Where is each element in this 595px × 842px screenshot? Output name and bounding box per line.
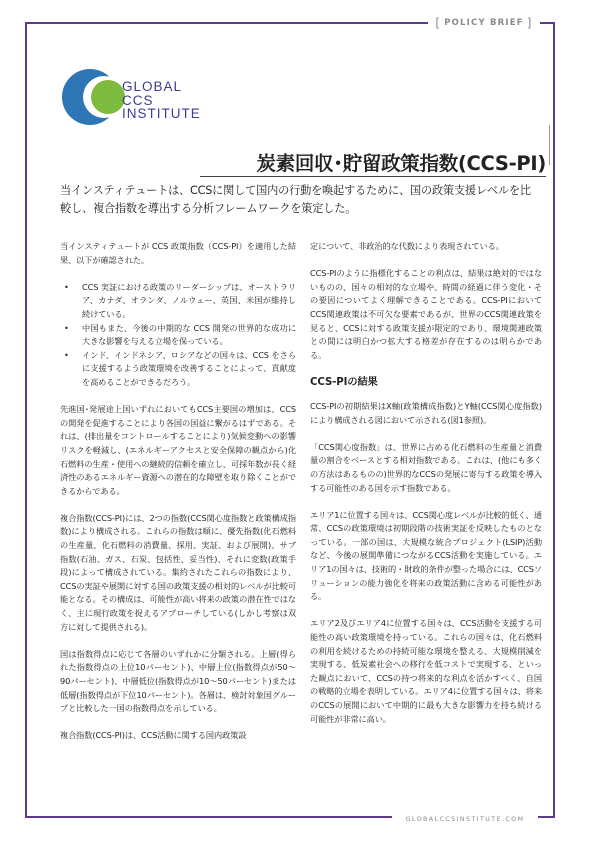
findings-list [60, 281, 296, 390]
list-item [64, 349, 296, 390]
margin-mark [549, 125, 550, 165]
right-paragraph-3: CCS-PIの初期結果はX軸(政策構成指数)とY軸(CCS関心度指数)により構成される図において示される(図1参照)。 [310, 400, 542, 425]
policy-brief-label: POLICY BRIEF [444, 18, 524, 28]
right-paragraph-5: エリア1に位置する国々は、CCS関心度レベルが比較的低く、通常、CCSの政策環境は初期段階の技術実証を反映したものとなっている。一部の国は、大規模な統合プロジェクト(LSIP)活動など、今後の展開準備につながるCCS活動を実施している。エリア1の国々は、技術的・財政的条件が整った場合には、CCSソリューションの能力強化を将来の政策活動に含める可能性がある。 [310, 509, 542, 602]
left-paragraph-1: 当インスティテュートが CCS 政策指数（CCS-PI）を適用した結果、以下が確認された。 [60, 241, 296, 265]
right-paragraph-6: エリア2及びエリア4に位置する国々は、CCS活動を支援する可能性の高い政策環境を持っている。これらの国々は、化石燃料の利用を続けるための持続可能な環境を整える、大規模削減を実現する、低炭素社会への移行を低コストで実現する、といった観点において、CCSの持つ将来的な利点を活かすべく、自国の戦略的立場を表明している。エリア4に位置する国々は、将来のCCSの展開において中期的に最も大きな影響力を持ち続ける可能性が非常に高い。 [310, 618, 542, 724]
list-item-text: インド、インドネシア、ロシアなどの国々は、CCS をさらに支援するよう政策環境を改善することによって、貢献度を高めることができるだろう。 [82, 349, 296, 387]
list-item-text: CCS 実証における政策のリーダーシップは、オーストラリア、カナダ、オランダ、ノルウェー、英国、米国が維持し続けている。 [82, 281, 296, 319]
bracket-left-icon: [ [435, 16, 442, 30]
bullet-icon: • [64, 322, 69, 333]
intro-paragraph: 当インスティテュートは、CCSに関して国内の行動を喚起するために、国の政策支援レベルを比較し、複合指数を導出する分析フレームワークを策定した。 [60, 184, 531, 215]
left-paragraph-3: 複合指数(CCS-PI)には、2つの指数(CCS関心度指数と政策構成指数)により構成される。これらの指数は順に、優先指数(化石燃料の生産量、化石燃料の消費量、採用、実証、および展開)、サブ指数(石油、ガス、石炭、包括性、妥当性)、それに変数(政策手段)によって構成されている。集約されたこれらの指数により、CCSの実証や展開に対する国の政策支援の相対的レベルが比較可能となる。その構成は、可能性が高い将来の政策の潜在性ではなく、主に現行政策を捉えるアプローチしている(しかし考察は双方に対して提供される)。 [60, 512, 296, 632]
list-item-text: 中国もまた、今後の中期的な CCS 開発の世界的な成功に大きな影響を与える立場を保っている。 [82, 322, 296, 347]
list-item [64, 281, 296, 322]
bullet-icon: • [64, 281, 69, 292]
right-paragraph-2: CCS-PIのように指標化することの利点は、結果は絶対的ではないものの、国々の相対的な立場や、時間の経過に伴う変化・その要因についてよく理解できることである。CCS-PIにおいてCCS関連政策は不可欠な要素であるが、世界のCCS関連政策を見ると、CCSに対する政策支援が限定的であり、環境関連政策との間には明白かつ拡大する格差が存在するのは明らかである。 [310, 268, 542, 360]
left-paragraph-4: 国は指数得点に応じて各層のいずれかに分類される。上層(得られた指数得点の上位10パーセント)、中層上位(指数得点が50～90パーセント)、中層低位(指数得点が10～50パーセント)または低層(指数得点が下位10パーセント)。各層は、検討対象国グループと比較した一国の指数得点を示している。 [60, 648, 296, 714]
right-paragraph-4: 「CCS関心度指数」は、世界に占める化石燃料の生産量と消費量の割合をベースとする相対指数である。これは、(他にも多くの方法はあるものの)世界的なCCSの発展に寄与する政策を導入する可能性のある国を示す指数である。 [310, 441, 542, 493]
policy-brief-badge [430, 16, 538, 30]
right-paragraph-1: 定について、非政治的な代数により表現されている。 [310, 241, 504, 251]
bullet-icon: • [64, 349, 69, 360]
left-paragraph-5: 複合指数(CCS-PI)は、CCS活動に関する国内政策設 [60, 730, 247, 741]
left-paragraph-2: 先進国･発展途上国いずれにおいてもCCS主要国の増加は、CCSの開発を促進することにより各国の国益に繋がるはずである。それは、(排出量をコントロールすることにより)気候変動への影響リスクを軽減し、(エネルギーアクセスと安全保障の観点から)化石燃料の生産・使用への継続的信頼を確立し、可採年数が長く経済性のあるエネルギー資源への潜在的な障壁を取り除くことができるからである。 [60, 404, 296, 496]
bracket-right-icon: ] [526, 16, 533, 30]
logo-line-ccs: CCS [122, 92, 154, 108]
page-title: 炭素回収･貯留政策指数(CCS-PI) [256, 152, 546, 175]
logo-line-global: GLOBAL [122, 79, 183, 94]
title-underline [200, 176, 546, 177]
logo-line-institute: INSTITUTE [122, 106, 201, 121]
section-heading: CCS-PIの結果 [310, 376, 378, 388]
footer-url: GLOBALCCSINSTITUTE.COM [405, 815, 525, 823]
left-column [60, 240, 296, 757]
list-item [64, 322, 296, 349]
logo-wordmark [122, 80, 201, 121]
right-column [310, 240, 542, 740]
